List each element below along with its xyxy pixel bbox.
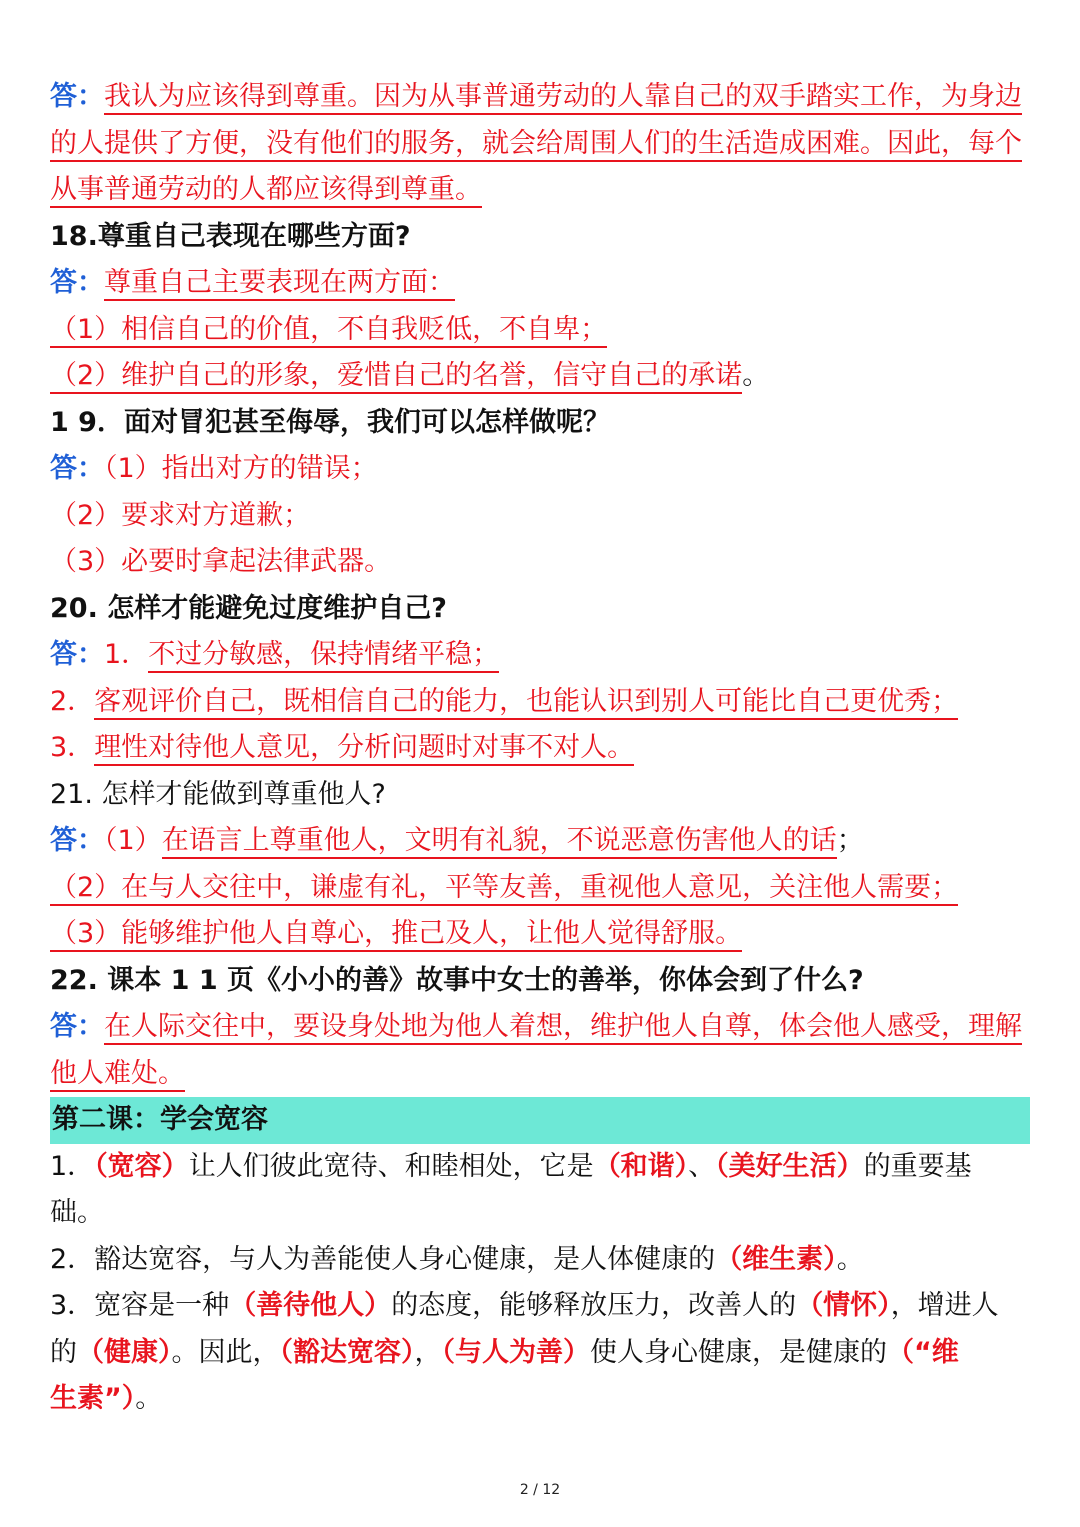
answer-number: 3． bbox=[50, 732, 95, 763]
answer-text: 在语言上尊重他人，文明有礼貌，不说恶意伤害他人的话 bbox=[162, 825, 837, 859]
answer-label: 答： bbox=[50, 267, 104, 298]
answer-line bbox=[50, 353, 1030, 400]
answer-text: （3）能够维护他人自尊心，推己及人，让他人觉得舒服。 bbox=[50, 918, 742, 952]
answer-line bbox=[50, 818, 1030, 865]
answer-number: 1． bbox=[104, 639, 149, 670]
item-text: 。 bbox=[135, 1383, 163, 1414]
answer-line bbox=[50, 1004, 1030, 1051]
keyword: （与人为善） bbox=[441, 1336, 590, 1368]
item-text: 1． bbox=[50, 1150, 95, 1182]
answer-line bbox=[50, 911, 1030, 958]
answer-text: 在人际交往中，要设身处地为他人着想，维护他人自尊，体会他人感受，理解 bbox=[104, 1011, 1022, 1045]
page-number: 2 / 12 bbox=[519, 1482, 561, 1498]
answer-text: 的人提供了方便，没有他们的服务，就会给周围人们的生活造成困难。因此，每个 bbox=[50, 128, 1022, 162]
item-text: 的重要基 bbox=[863, 1150, 972, 1182]
answer-label: 答： bbox=[50, 1011, 104, 1042]
answer-label: 答： bbox=[50, 639, 104, 670]
answer-label: 答： bbox=[50, 81, 104, 112]
item-text: ，增进人 bbox=[890, 1290, 999, 1321]
answer-line: （2）要求对方道歉； bbox=[50, 499, 311, 531]
keyword: （豁达宽容） bbox=[279, 1336, 415, 1368]
keyword: （“维 bbox=[887, 1336, 959, 1368]
page-content bbox=[50, 74, 1030, 1423]
answer-text: 尊重自己主要表现在两方面： bbox=[104, 267, 455, 301]
answer-line bbox=[50, 632, 1030, 679]
fill-blank-line bbox=[50, 1144, 1030, 1191]
answer-text: （1）指出对方的错误； bbox=[104, 453, 378, 484]
answer-end-punct: ； bbox=[836, 825, 864, 856]
item-text: 、 bbox=[688, 1150, 716, 1182]
answer-text: 客观评价自己，既相信自己的能力，也能认识到别人可能比自己更优秀； bbox=[94, 686, 958, 720]
keyword: （健康） bbox=[77, 1336, 172, 1368]
answer-text: （1）相信自己的价值，不自我贬低，不自卑； bbox=[50, 314, 607, 348]
item-text: 的 bbox=[50, 1336, 77, 1368]
answer-number: （1） bbox=[104, 825, 162, 856]
keyword: （情怀） bbox=[796, 1290, 891, 1321]
item-text: 的态度，能够释放压力，改善人的 bbox=[391, 1290, 797, 1321]
fill-blank-line bbox=[50, 1190, 1030, 1237]
fill-blank-line bbox=[50, 1330, 1030, 1377]
keyword: （善待他人） bbox=[229, 1290, 392, 1321]
keyword: （维生素） bbox=[715, 1243, 837, 1275]
question-19: 1 9．面对冒犯甚至侮辱，我们可以怎样做呢？ bbox=[50, 406, 610, 438]
answer-label: 答： bbox=[50, 825, 104, 856]
answer-line bbox=[50, 679, 1030, 726]
answer-text: 他人难处。 bbox=[50, 1058, 185, 1092]
answer-text: 我认为应该得到尊重。因为从事普通劳动的人靠自己的双手踏实工作，为身边 bbox=[104, 81, 1022, 115]
question-20: 20. 怎样才能避免过度维护自己? bbox=[50, 592, 447, 624]
answer-text: （2）在与人交往中，谦虚有礼，平等友善，重视他人意见，关注他人需要； bbox=[50, 872, 958, 906]
answer-line bbox=[50, 446, 1030, 493]
item-text: 使人身心健康，是健康的 bbox=[590, 1336, 887, 1368]
answer-text: 从事普通劳动的人都应该得到尊重。 bbox=[50, 174, 482, 208]
item-text: 。因此， bbox=[171, 1336, 280, 1368]
fill-blank-line bbox=[50, 1237, 1030, 1284]
section-heading: 第二课：学会宽容 bbox=[50, 1097, 1030, 1144]
answer-line bbox=[50, 725, 1030, 772]
item-text: 础。 bbox=[50, 1197, 104, 1228]
question-18: 18.尊重自己表现在哪些方面? bbox=[50, 220, 411, 252]
answer-number: 2． bbox=[50, 685, 95, 717]
keyword: 生素”） bbox=[50, 1383, 136, 1414]
answer-text: （2）维护自己的形象，爱惜自己的名誉，信守自己的承诺 bbox=[50, 360, 742, 394]
item-text: 2．豁达宽容，与人为善能使人身心健康，是人体健康的 bbox=[50, 1243, 716, 1275]
answer-line bbox=[50, 167, 1030, 214]
item-text: ， bbox=[414, 1336, 442, 1368]
answer-line bbox=[50, 307, 1030, 354]
item-text: 3．宽容是一种 bbox=[50, 1290, 230, 1321]
fill-blank-line bbox=[50, 1283, 1030, 1330]
answer-line bbox=[50, 260, 1030, 307]
answer-text: 理性对待他人意见，分析问题时对事不对人。 bbox=[94, 732, 634, 766]
answer-label: 答： bbox=[50, 453, 104, 484]
item-text: 。 bbox=[836, 1243, 864, 1275]
fill-blank-line bbox=[50, 1376, 1030, 1423]
item-text: 让人们彼此宽待、和睦相处，它是 bbox=[188, 1150, 594, 1182]
answer-text: 不过分敏感，保持情绪平稳； bbox=[148, 639, 499, 673]
answer-line bbox=[50, 865, 1030, 912]
keyword: （美好生活） bbox=[715, 1150, 864, 1182]
answer-end-punct: 。 bbox=[742, 360, 770, 391]
answer-line bbox=[50, 121, 1030, 168]
answer-line bbox=[50, 1051, 1030, 1098]
question-21: 21. 怎样才能做到尊重他人? bbox=[50, 778, 386, 810]
answer-line bbox=[50, 74, 1030, 121]
question-22: 22. 课本 1 1 页《小小的善》故事中女士的善举，你体会到了什么? bbox=[50, 964, 864, 996]
keyword: （和谐） bbox=[593, 1150, 689, 1182]
answer-line: （3）必要时拿起法律武器。 bbox=[50, 546, 392, 577]
keyword: （宽容） bbox=[94, 1150, 189, 1182]
